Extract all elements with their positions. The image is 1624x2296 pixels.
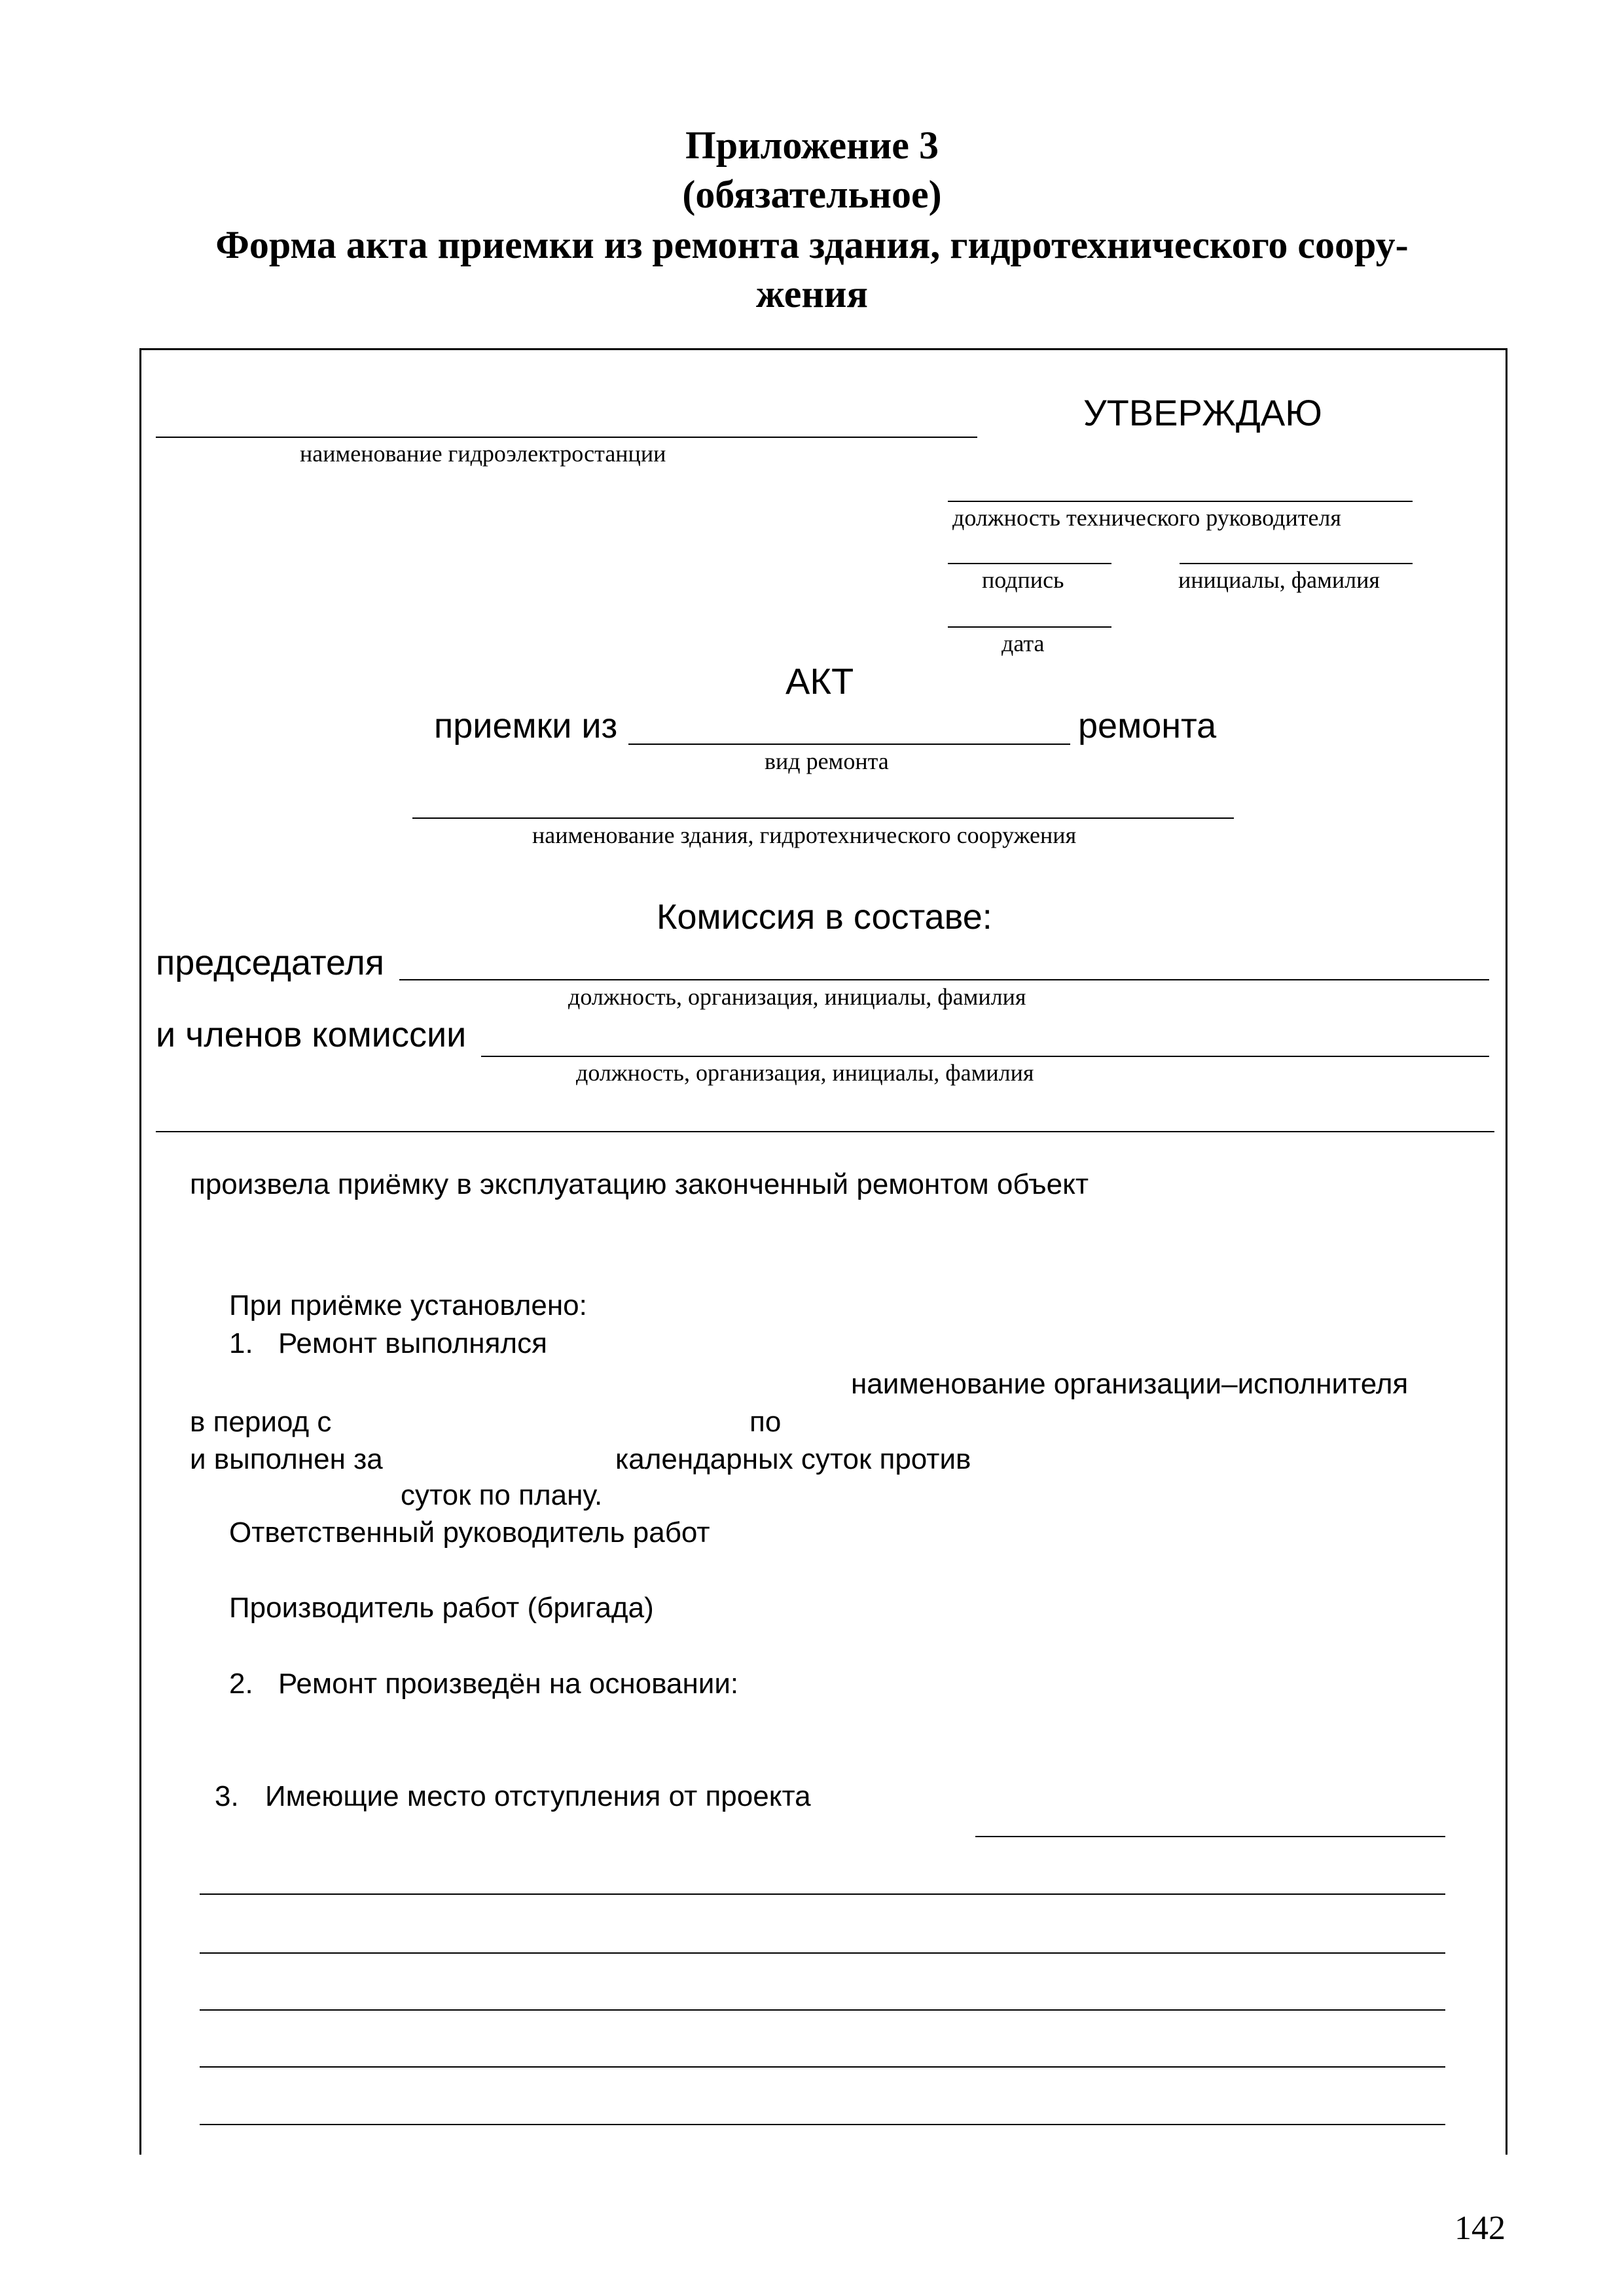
accepted-text: произвела приёмку в эксплуатацию законченный ремонтом объект [190,1168,1089,1200]
item2-number: 2. [229,1668,253,1700]
date-caption: дата [1001,630,1045,656]
item3-number: 3. [215,1780,239,1812]
initials-surname-caption: инициалы, фамилия [1178,567,1380,593]
item2-text: Ремонт произведён на основании: [278,1668,739,1700]
chairman-caption: должность, организация, инициалы, фамилия [568,984,1026,1010]
tech-director-position-caption: должность технического руководителя [952,505,1341,531]
deviations-field-4[interactable] [200,2009,1445,2011]
done-in-label: и выполнен за [190,1443,383,1475]
act-title: АКТ [785,660,854,702]
members-extra-field[interactable] [156,1131,1494,1132]
object-name-field[interactable] [412,817,1234,819]
calendar-days-label: календарных суток против [615,1443,971,1475]
chairman-field[interactable] [399,979,1489,980]
work-foreman-label: Производитель работ (бригада) [229,1592,654,1624]
members-field[interactable] [481,1056,1489,1057]
repair-type-caption: вид ремонта [765,748,889,774]
members-caption: должность, организация, инициалы, фамилия [576,1060,1034,1086]
contractor-caption: наименование организации–исполнителя [851,1368,1409,1400]
item1-text: Ремонт выполнялся [278,1327,547,1359]
hydro-plant-caption: наименование гидроэлектростанции [300,440,666,467]
signature-field[interactable] [948,563,1111,564]
date-field[interactable] [948,626,1111,628]
act-suffix: ремонта [1078,706,1217,745]
deviations-field-3[interactable] [200,1952,1445,1954]
initials-surname-field[interactable] [1180,563,1413,564]
deviations-field-1[interactable] [975,1836,1445,1837]
appendix-status: (обязательное) [682,173,942,216]
repair-type-field[interactable] [628,744,1070,745]
period-from-label: в период с [190,1406,332,1438]
appendix-number: Приложение 3 [685,124,939,167]
hydro-plant-field[interactable] [156,437,977,438]
period-to-label: по [749,1406,782,1438]
form-title-line2: жения [756,272,868,315]
deviations-field-5[interactable] [200,2066,1445,2068]
approve-label: УТВЕРЖДАЮ [1083,392,1322,433]
page-number: 142 [1454,2210,1506,2247]
established-heading: При приёмке установлено: [229,1289,587,1321]
act-prefix: приемки из [434,706,618,745]
responsible-manager-label: Ответственный руководитель работ [229,1516,710,1549]
item3-text: Имеющие место отступления от проекта [265,1780,811,1812]
form-title-line1: Форма акта приемки из ремонта здания, гидротехнического соору- [215,223,1409,266]
members-label: и членов комиссии [156,1015,467,1054]
deviations-field-6[interactable] [200,2124,1445,2125]
form-frame [139,348,1507,2155]
item1-number: 1. [229,1327,253,1359]
chairman-label: председателя [156,943,384,982]
commission-heading: Комиссия в составе: [657,897,992,937]
tech-director-position-field[interactable] [948,501,1413,502]
plan-days-label: суток по плану. [401,1479,603,1511]
deviations-field-2[interactable] [200,1893,1445,1895]
object-name-caption: наименование здания, гидротехнического сооружения [532,822,1077,848]
signature-caption: подпись [982,567,1064,593]
